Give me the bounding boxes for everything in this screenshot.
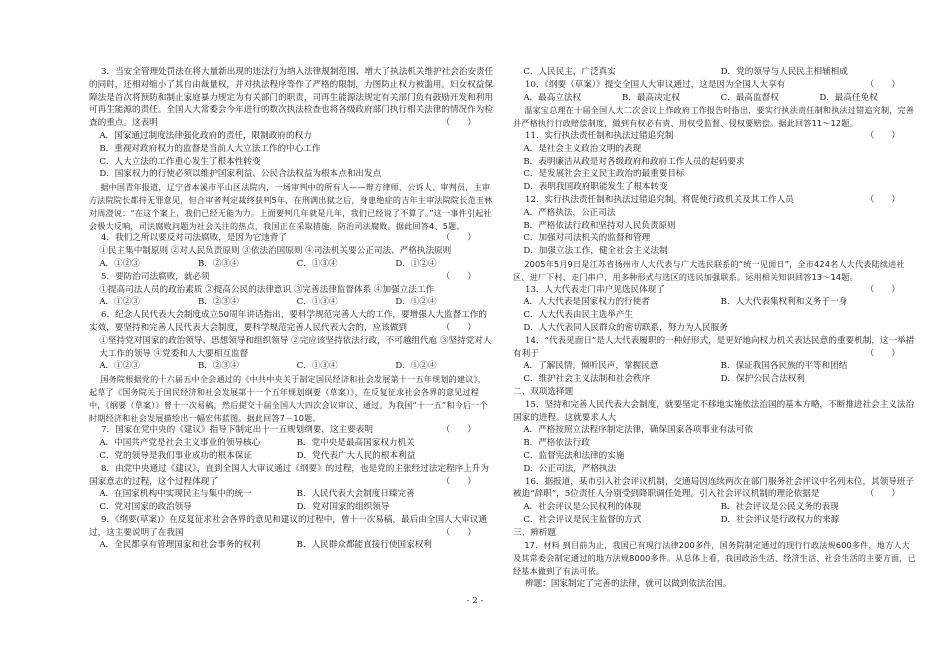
q4-option-d: D．①②④ bbox=[395, 258, 437, 269]
q7-options-cd bbox=[89, 450, 494, 463]
q11-option-b: B．表明廉洁从政是对各级政府和政府工作人员的起码要求 bbox=[523, 156, 745, 167]
q3-option-a: A．国家通过制度法律强化政府的责任，限制政府的权力 bbox=[99, 130, 312, 141]
q12-option-b: B．严格依法行政和坚持对人民负责原则 bbox=[523, 220, 676, 231]
q5-stem: 5．要防治司法腐败，就必须 （ ） bbox=[101, 271, 476, 282]
left-column bbox=[89, 66, 494, 552]
answer-paren: （ ） bbox=[441, 322, 476, 333]
answer-paren: （ ） bbox=[865, 194, 900, 205]
q16-option-a: A．社会评议是公民权利的体现 bbox=[523, 502, 642, 513]
q4-items: ①民主集中制原则 ②对人民负责原则 ③依法治国原则 ④司法机关要公正司法、严格执法原则 bbox=[99, 246, 452, 257]
q4-stem: 4．我们之所以要反对司法腐败，是因为它违背了 （ ） bbox=[101, 233, 476, 244]
q17-material: 17．材料 到目前为止，我国已有现行法律200多件，国务院制定通过的现行行政法规600多件，地方人大及其常委会制定通过的地方法规8000多件。从总体上看，我国政治生活、经济生活、社会生活的主要方面，已经基本做到了有法可依。 bbox=[513, 540, 916, 577]
q15-option-a: A．严格按照立法程序制定法律，确保国家各项事业有法可依 bbox=[523, 425, 753, 436]
q15-stem: 15．坚持和完善人民代表大会制度，就要坚定不移地实施依法治国的基本方略，不断推进社会主义法治国家的进程。这就要求人大 bbox=[513, 399, 915, 423]
q5-options bbox=[89, 296, 494, 309]
page-number: - 2 - bbox=[466, 596, 484, 606]
q9-option-c: C．人民民主，广泛真实 bbox=[523, 67, 616, 77]
q5-option-c: C．①③④ bbox=[296, 297, 338, 308]
q11-option-d: D．表明我国政府职能发生了根本转变 bbox=[523, 182, 668, 193]
q6-option-b: B．②③④ bbox=[197, 361, 239, 372]
answer-paren: （ ） bbox=[865, 130, 900, 141]
right-column bbox=[513, 66, 918, 591]
q6-option-a: A．①②③ bbox=[99, 361, 140, 372]
q10-stem: 10．《纲要（草案）》提交全国人大审议通过，这是因为全国人大享有 （ ） bbox=[525, 79, 900, 90]
q4-option-a: A．①②③ bbox=[99, 258, 140, 269]
answer-paren: （ ） bbox=[865, 284, 900, 295]
answer-paren: （ ） bbox=[441, 527, 476, 538]
reading-passage-4: 2005年5月9日是江苏省扬州市人大代表与广大选民联系的“统一见面日”，全市424名人大代表陆续进社区、进厂下村、走门串户，用多种形式与选区的选民加强联系。运用相关知识回答13～14题。 bbox=[513, 258, 905, 282]
answer-paren: （ ） bbox=[441, 118, 476, 129]
q16-option-d: D．社会评议是行政权力的来源 bbox=[720, 514, 840, 525]
q16-options-ab bbox=[513, 501, 918, 514]
answer-paren: （ ） bbox=[865, 489, 900, 500]
q3-stem: 3．当安全管理处罚法在将大量新出现的违法行为纳入法律规制范围、增大了执法机关维护社会治安责任的同时，还相对缩小了其自由裁量权，并对执法程序等作了严格的限制，力图防止权力被滥用。妇女权益保障法是首次将预防和制止家庭暴力规定为有关部门的职责，司再生能源法规定有关部门负有鼓励开发和利用可再生能源的责任。全国人大常委会今年进行的数次执法检查也将各级政府部门执行相关法律的情况作为检查的重点。这表明 （ ） bbox=[89, 67, 494, 129]
reading-passage-3: 温家宝总理在十届全国人大二次会议上作政府工作报告时指出，要实行执法责任制和执法过错追究制，完善并严格执行行政赔偿制度，做到有权必有责、用权受监督、侵权要赔偿。据此回答11～12题。 bbox=[513, 105, 915, 129]
answer-paren: （ ） bbox=[865, 79, 900, 90]
q14-option-c: C．维护社会主义法制和社会秩序 bbox=[523, 374, 651, 385]
q14-option-d: D．保护公民合法权利 bbox=[720, 374, 805, 385]
q11-option-a: A．是社会主义政治文明的表现 bbox=[523, 143, 642, 154]
q9-option-a: A．全民都享有管理国家和社会事务的权利 bbox=[99, 540, 261, 551]
q7-option-a: A．中国共产党是社会主义事业的领导核心 bbox=[99, 438, 261, 449]
q9-stem: 9．《纲要(草案)》在反复征求社会各界的意见和建议的过程中，曾十一次易稿，最后由全国人大审议通过，这主要说明了在我国 （ ） bbox=[89, 514, 488, 538]
q16-option-b: B．社会评议是公民义务的表现 bbox=[720, 502, 839, 513]
q12-stem: 12．实行执法责任制和执法过错追究制，将促使行政机关及其工作人员 （ ） bbox=[525, 194, 900, 205]
q13-option-a: A．人大代表是国家权力的行使者 bbox=[523, 297, 650, 308]
q14-options-ab bbox=[513, 360, 918, 373]
q12-option-d: D．加强立法工作，健全社会主义法制 bbox=[523, 246, 668, 257]
q5-option-a: A．①②③ bbox=[99, 297, 140, 308]
q9-option-b: B．人民群众都能直接行使国家权利 bbox=[296, 540, 432, 551]
q13-option-c: C．人大代表由民主选举产生 bbox=[523, 310, 634, 321]
answer-paren: （ ） bbox=[441, 233, 476, 244]
q10-option-d: D．最高任免权 bbox=[819, 92, 878, 103]
q11-stem: 11．实行执法责任制和执法过错追究制 （ ） bbox=[525, 130, 900, 141]
q5-option-d: D．①②④ bbox=[395, 297, 437, 308]
q6-options bbox=[89, 360, 494, 373]
q9-options-cd bbox=[513, 66, 918, 79]
q6-option-c: C．①③④ bbox=[296, 361, 338, 372]
q8-option-d: D．党对国家的组织领导 bbox=[296, 502, 390, 513]
q13-stem: 13．人大代表走门串户见选民体现了 （ ） bbox=[525, 284, 900, 295]
section-heading-3: 三、辨析题 bbox=[513, 527, 556, 538]
q17-claim: 辨题：国家制定了完善的法律，就可以做到依法治国。 bbox=[525, 578, 732, 589]
q10-option-c: C．最高监督权 bbox=[720, 92, 779, 103]
answer-paren: （ ） bbox=[441, 425, 476, 436]
q3-option-b: B．重视对政府权力的监督是当前人大立法工作的中心工作 bbox=[99, 143, 321, 154]
q7-option-b: B．党中央是最高国家权力机关 bbox=[296, 438, 415, 449]
q8-stem: 8．由党中央通过《建议》，直到全国人大审议通过《纲要》的过程，也是党的主张经过法定程序上升为国家意志的过程，这个过程体现了 （ ） bbox=[89, 463, 489, 487]
q3-option-c: C．人大立法的工作重心发生了根本性转变 bbox=[99, 156, 261, 167]
reading-passage-1: 据中国青年报道，辽宁省本溪市平山区法院内，一场审判中的所有人——辩方律师、公诉人、审判员，主审方法院院长都持无罪意见，但合审者判定裁终获判5年，在刑满出狱之后，身患绝症的吉年主审法院院长范玉林对周澄说：“在这个案上，我们已经无能为力。上面要判几年就是几年，我们已经说了不算了。”这一事件引起社会极大反响，司法腐败问题为社会关注的热点，我国正在采取措施，防治司法腐败。据此回答4、5题。 bbox=[89, 182, 493, 231]
section-heading-2: 二、双项选择题 bbox=[513, 386, 574, 397]
q14-options-cd bbox=[513, 373, 918, 386]
q7-stem: 7．国家在党中央的《建议》指导下制定出十一五规划纲要，这主要表明 （ ） bbox=[101, 425, 476, 436]
q7-options-ab bbox=[89, 437, 494, 450]
q12-option-a: A．严格执法，公正司法 bbox=[523, 207, 616, 218]
q9-options-ab bbox=[89, 539, 494, 552]
q10-options bbox=[513, 92, 918, 105]
q8-options-ab bbox=[89, 488, 494, 501]
q5-option-b: B．②③④ bbox=[197, 297, 239, 308]
q11-option-c: C．是发展社会主义民主政治的最重要目标 bbox=[523, 169, 685, 180]
q16-options-cd bbox=[513, 514, 918, 527]
q8-option-a: A．在国家机构中实现民主与集中的统一 bbox=[99, 489, 252, 500]
reading-passage-2: 国务院根据党的十六届五中全会通过的《中共中央关于制定国民经济和社会发展第十一五年规划的建议》，起草了《国务院关于国民经济和社会发展第十一个五年规划纲要（草案）》，在反复征求社会各界的意见过程中，《纲要（草案）》曾十一次易稿，然后提交十届全国人大四次会议审议、通过。为我国“十一五”和今后一个时期经济和社会发展描绘出一幅宏伟蓝图。据此回答7－10题。 bbox=[89, 374, 488, 423]
q10-option-a: A．最高立法权 bbox=[523, 92, 582, 103]
q15-option-b: B．严格依法行政 bbox=[523, 438, 590, 449]
q16-stem: 16．据报道，某市引入社会评议机制，交通局因连续两次在部门服务社会评议中名列末位，其领导班子被迫“辞职”，5位责任人分别受到降职调任处理。引入社会评议机制的理论依据是 （ ） bbox=[513, 476, 915, 500]
q15-option-c: C．监督宪法和法律的实施 bbox=[523, 450, 625, 461]
q8-options-cd bbox=[89, 501, 494, 514]
q8-option-b: B．人民代表大会制度日臻完善 bbox=[296, 489, 415, 500]
q12-option-c: C．加强对司法机关的监督和管理 bbox=[523, 233, 651, 244]
q14-option-b: B．保证我国各民族的平等和团结 bbox=[720, 361, 848, 372]
q7-option-c: C．党的领导是我们事业成功的根本保证 bbox=[99, 450, 252, 461]
q9-option-d: D．党的领导与人民民主相辅相成 bbox=[720, 67, 848, 77]
q15-option-d: D．公正司法，严格执法 bbox=[523, 463, 617, 474]
q3-option-d: D．国家权力的行使必须以维护国家利益、公民合法权益为根本点和出发点 bbox=[99, 169, 382, 180]
q13-option-d: D．人大代表同人民群众的密切联系，努力为人民服务 bbox=[523, 322, 728, 333]
q5-items: ①提高司法人员的政治素质 ②提高公民的法律意识 ③完善法律监督体系 ④加强立法工作 bbox=[99, 284, 435, 295]
q14-stem: 14．“代表见面日”是人大代表履职的一种好形式，是更好地向权力机关表达民意的重要机制，这一举措有利于 （ ） bbox=[513, 335, 915, 359]
q16-option-c: C．社会评议是民主监督的方式 bbox=[523, 514, 642, 525]
q4-option-b: B．②③④ bbox=[197, 258, 239, 269]
answer-paren: （ ） bbox=[441, 271, 476, 282]
q13-options-ab bbox=[513, 296, 918, 309]
q4-options bbox=[89, 258, 494, 271]
answer-paren: （ ） bbox=[441, 476, 476, 487]
q6-stem: 6．纪念人民代表大会制度成立50周年讲话指出，要科学规范完善人大的工作，要增强人大监督工作的实效，要坚持和完善人民代表大会制度，要科学规范完善人民代表大会的，应该做到 （ ） bbox=[89, 310, 487, 333]
q6-option-d: D．①②④ bbox=[395, 361, 437, 372]
q10-option-b: B．最高决定权 bbox=[621, 92, 680, 103]
q7-option-d: D．党代表广大人民的根本利益 bbox=[296, 450, 416, 461]
answer-paren: （ ） bbox=[865, 348, 900, 359]
q6-items: ①坚持党对国家的政治领导、思想领导和组织领导 ②完应该坚持依法行政，不可越组代庖 ③坚持党对人大工作的领导 ④党委和人大要相互监督 bbox=[99, 335, 492, 359]
q8-option-c: C．党对国家的政治领导 bbox=[99, 502, 192, 513]
q4-option-c: C．①③④ bbox=[296, 258, 338, 269]
q13-option-b: B．人大代表集权利和义务于一身 bbox=[720, 297, 848, 308]
q14-option-a: A．了解民情，倾听民声，掌握民意 bbox=[523, 361, 659, 372]
